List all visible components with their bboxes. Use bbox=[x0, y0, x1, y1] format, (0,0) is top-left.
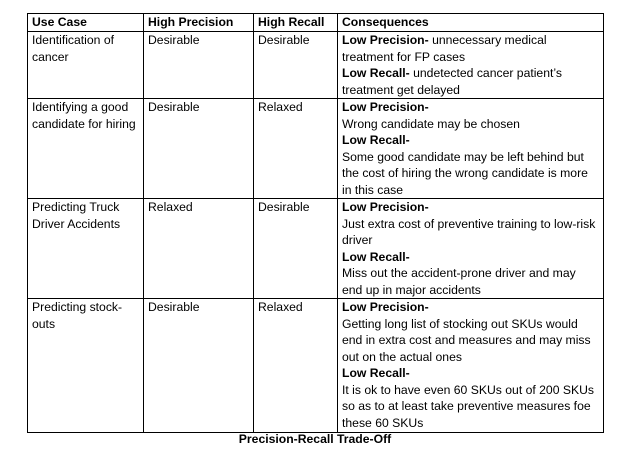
low-precision-consequence bbox=[342, 32, 599, 65]
low-precision-label: Low Precision- bbox=[342, 33, 429, 47]
tradeoff-table-container bbox=[27, 13, 603, 433]
high-recall-cell: Relaxed bbox=[254, 299, 338, 433]
header-row bbox=[28, 14, 604, 32]
low-precision-text: Wrong candidate may be chosen bbox=[342, 116, 520, 131]
use-case-cell: Predicting Truck Driver Accidents bbox=[28, 199, 144, 299]
table-row bbox=[28, 299, 604, 433]
high-precision-cell: Desirable bbox=[144, 99, 254, 199]
low-recall-label: Low Recall- bbox=[342, 66, 410, 80]
low-recall-text: Miss out the accident-prone driver and may end up in major accidents bbox=[342, 266, 576, 297]
header-high-precision: High Precision bbox=[144, 14, 254, 32]
table-row bbox=[28, 99, 604, 199]
low-recall-text: Some good candidate may be left behind but the cost of hiring the wrong candidate is more in this case bbox=[342, 149, 588, 197]
table-row bbox=[28, 32, 604, 99]
low-recall-text: undetected cancer patient’s treatment get delayed bbox=[342, 66, 562, 97]
high-precision-cell: Relaxed bbox=[144, 199, 254, 299]
high-recall-cell: Relaxed bbox=[254, 99, 338, 199]
high-precision-cell: Desirable bbox=[144, 299, 254, 433]
high-precision-cell: Desirable bbox=[144, 32, 254, 99]
low-precision-label: Low Precision- bbox=[342, 300, 429, 314]
header-high-recall: High Recall bbox=[254, 14, 338, 32]
header-consequences: Consequences bbox=[338, 14, 604, 32]
low-recall-consequence bbox=[342, 65, 599, 98]
low-recall-text: It is ok to have even 60 SKUs out of 200 SKUs so as to at least take preventive measures foe these 60 SKUs bbox=[342, 382, 595, 430]
low-recall-label: Low Recall- bbox=[342, 133, 410, 147]
tradeoff-table bbox=[27, 13, 604, 433]
consequences-cell bbox=[338, 199, 604, 299]
consequences-cell bbox=[338, 299, 604, 433]
use-case-cell: Identifying a good candidate for hiring bbox=[28, 99, 144, 199]
table-caption: Precision-Recall Trade-Off bbox=[238, 432, 392, 446]
header-use-case: Use Case bbox=[28, 14, 144, 32]
low-precision-label: Low Precision- bbox=[342, 100, 429, 114]
low-precision-text: Just extra cost of preventive training to low-risk driver bbox=[342, 216, 596, 247]
consequences-cell bbox=[338, 99, 604, 199]
high-recall-cell: Desirable bbox=[254, 199, 338, 299]
use-case-cell: Predicting stock-outs bbox=[28, 299, 144, 433]
low-precision-text: Getting long list of stocking out SKUs would end in extra cost and measures and may miss out on the actual ones bbox=[342, 316, 591, 364]
low-precision-text: unnecessary medical treatment for FP cases bbox=[342, 33, 547, 64]
low-recall-label: Low Recall- bbox=[342, 366, 410, 380]
consequences-cell bbox=[338, 32, 604, 99]
low-recall-label: Low Recall- bbox=[342, 249, 410, 264]
use-case-cell: Identification of cancer bbox=[28, 32, 144, 99]
low-precision-label: Low Precision- bbox=[342, 200, 429, 214]
table-row bbox=[28, 199, 604, 299]
high-recall-cell: Desirable bbox=[254, 32, 338, 99]
